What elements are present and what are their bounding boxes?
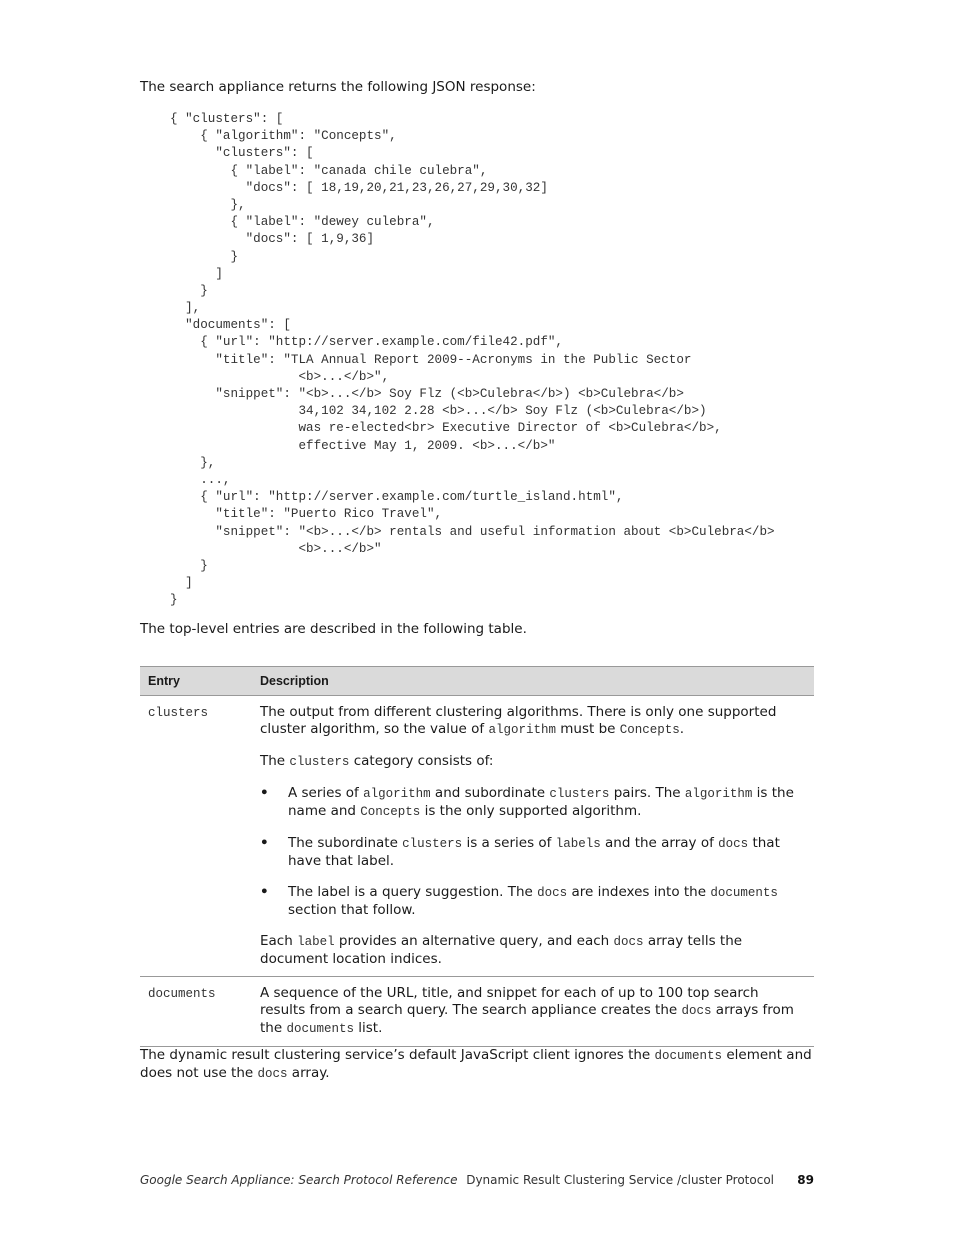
code-line: "docs": [ 1,9,36] [170, 232, 375, 247]
code-line: { "label": "dewey culebra", [170, 215, 435, 230]
footer-chapter-title: Dynamic Result Clustering Service /cluster Protocol [466, 1173, 774, 1187]
entry-cell [140, 696, 252, 977]
code-line: }, [170, 197, 246, 212]
code-line: <b>...</b>", [170, 369, 390, 384]
clusters-category-intro: The clusters category consists of: [260, 753, 494, 769]
code-line: ], [170, 301, 201, 316]
entry-name: documents [148, 987, 216, 1001]
code-line: ..., [170, 472, 231, 487]
code-line: "documents": [ [170, 318, 291, 333]
page-footer [140, 1173, 814, 1191]
bullet-icon: • [260, 785, 269, 801]
header-description: Description [252, 667, 814, 696]
table-intro-paragraph: The top-level entries are described in the following table. [140, 621, 527, 637]
description-cell [252, 977, 814, 1047]
code-line: "snippet": "<b>...</b> Soy Flz (<b>Culebra</b>) <b>Culebra</b> [170, 387, 684, 401]
footer-book-title: Google Search Appliance: Search Protocol Reference [140, 1173, 458, 1187]
code-line: { "url": "http://server.example.com/turtle_island.html", [170, 490, 624, 505]
json-code-block [170, 111, 775, 609]
list-item: • A series of algorithm and subordinate clusters pairs. The algorithm is the name and Concepts is the only supported algorithm. [260, 785, 794, 819]
code-line: 34,102 34,102 2.28 <b>...</b> Soy Flz (<b>Culebra</b>) [170, 404, 707, 419]
clusters-description: The output from different clustering algorithms. There is only one supported cluster algorithm, so the value of algorithm must be Concepts. [260, 704, 777, 737]
list-item: • The label is a query suggestion. The docs are indexes into the documents section that follow. [260, 884, 778, 918]
entry-name: clusters [148, 706, 209, 720]
code-line: <b>...</b>" [170, 541, 382, 556]
closing-paragraph: The dynamic result clustering service’s default JavaScript client ignores the documents element and does not use the docs array. [140, 1047, 812, 1081]
entries-table [140, 666, 814, 1047]
code-line: ] [170, 576, 193, 591]
code-line: "snippet": "<b>...</b> rentals and useful information about <b>Culebra</b> [170, 524, 775, 539]
code-line: { "label": "canada chile culebra", [170, 163, 488, 178]
code-line: } [170, 249, 239, 264]
code-line: effective May 1, 2009. <b>...</b>" [170, 438, 556, 453]
code-line: "title": "Puerto Rico Travel", [170, 507, 443, 522]
entry-cell [140, 977, 252, 1047]
code-line: "docs": [ 18,19,20,21,23,26,27,29,30,32] [170, 180, 548, 195]
header-entry: Entry [140, 667, 252, 696]
code-line: } [170, 283, 208, 298]
code-line: ] [170, 266, 223, 281]
intro-paragraph: The search appliance returns the following JSON response: [140, 79, 536, 95]
code-line: { "algorithm": "Concepts", [170, 129, 397, 144]
code-line: was re-elected<br> Executive Director of <b>Culebra</b>, [170, 421, 722, 436]
bullet-icon: • [260, 884, 269, 900]
code-line: } [170, 593, 178, 608]
code-line: "clusters": [ [170, 146, 314, 161]
code-line: } [170, 558, 208, 573]
description-cell [252, 696, 814, 977]
clusters-bullet-list [260, 785, 806, 919]
code-line: { "clusters": [ [170, 112, 284, 126]
list-item: • The subordinate clusters is a series of labels and the array of docs that have that label. [260, 835, 780, 869]
table-row-clusters [140, 696, 814, 977]
code-line: }, [170, 455, 216, 470]
code-line: { "url": "http://server.example.com/file42.pdf", [170, 335, 563, 350]
bullet-icon: • [260, 835, 269, 851]
table-row-documents [140, 977, 814, 1047]
clusters-label-note: Each label provides an alternative query, and each docs array tells the document location indices. [260, 933, 743, 967]
documents-description: A sequence of the URL, title, and snippet for each of up to 100 top search results from a search query. The search appliance creates the docs arrays from the documents list. [260, 985, 794, 1036]
code-line: "title": "TLA Annual Report 2009--Acronyms in the Public Sector [170, 352, 692, 367]
table-header-row [140, 667, 814, 696]
page-number: 89 [797, 1173, 814, 1187]
